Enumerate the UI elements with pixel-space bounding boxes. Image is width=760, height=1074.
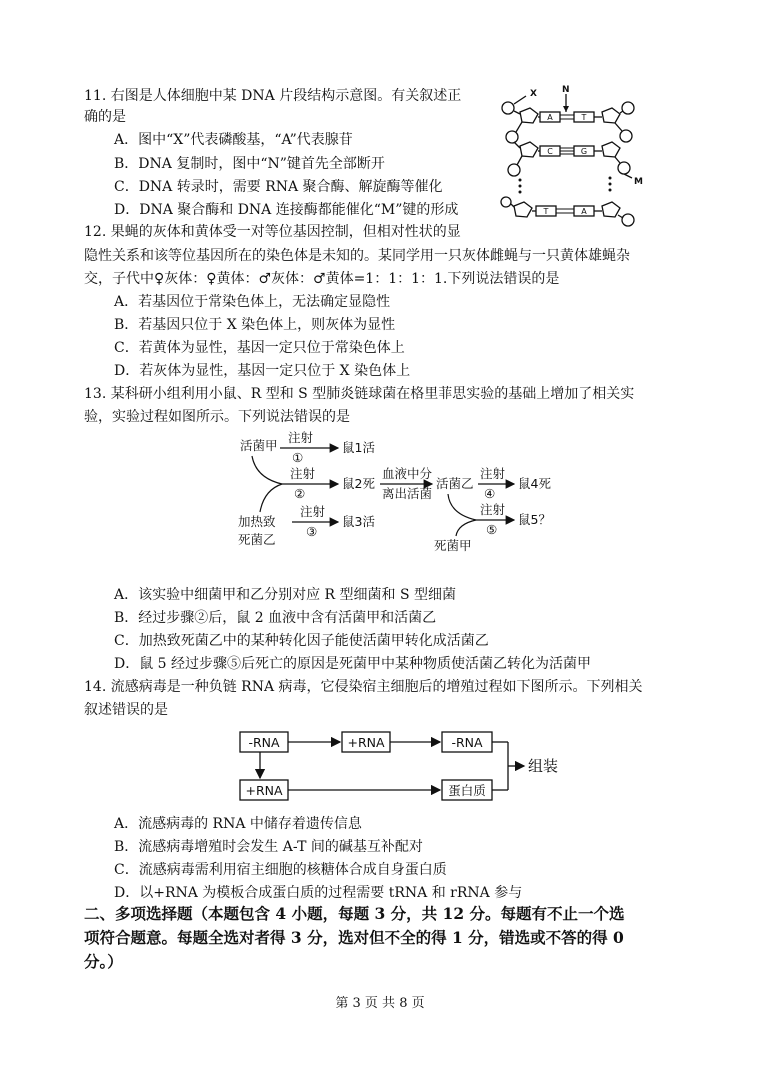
q12-stem-line3: 交，子代中♀灰体：♀黄体：♂灰体：♂黄体=1：1：1：1.下列说法错误的是 — [84, 271, 560, 287]
q14-stem-line1: 14. 流感病毒是一种负链 RNA 病毒，它侵染宿主细胞后的增殖过程如下图所示。下列相关 — [84, 679, 643, 695]
mouse-4: 鼠4死 — [518, 476, 551, 491]
dead-bacteria-a: 死菌甲 — [434, 538, 472, 553]
virus-replication-diagram — [234, 726, 574, 812]
q13-option-c: C．加热致死菌乙中的某种转化因子能使活菌甲转化成活菌乙 — [114, 633, 489, 649]
separate-line-2: 离出活菌 — [382, 486, 433, 501]
q12-option-d: D．若灰体为显性，基因一定只位于 X 染色体上 — [114, 363, 411, 379]
heat-killed-line-2: 死菌乙 — [238, 532, 276, 547]
inject-label-1: 注射 — [288, 430, 314, 445]
dna-base-a2: A — [581, 207, 587, 216]
mouse-3: 鼠3活 — [342, 514, 375, 529]
neg-rna-box-1: -RNA — [248, 735, 280, 750]
q12-stem-line1: 12. 果蝇的灰体和黄体受一对等位基因控制，但相对性状的显 — [84, 224, 461, 240]
mouse-2: 鼠2死 — [342, 476, 375, 491]
mouse-5: 鼠5？ — [518, 512, 551, 527]
q11-stem-line1: 11. 右图是人体细胞中某 DNA 片段结构示意图。有关叙述正 — [84, 88, 462, 104]
q13-stem-line1: 13. 某科研小组利用小鼠、R 型和 S 型肺炎链球菌在格里菲思实验的基础上增加了相关实 — [84, 386, 635, 402]
inject-label-3: 注射 — [300, 504, 326, 519]
step-2: ② — [294, 486, 306, 501]
dna-structure-figure — [498, 82, 658, 232]
dna-label-x: X — [530, 89, 537, 99]
dna-base-g: G — [580, 147, 588, 156]
dna-label-n: N — [562, 85, 570, 95]
q11-option-d: D．DNA 聚合酶和 DNA 连接酶都能催化“M”键的形成 — [114, 202, 459, 218]
q11-stem-line2: 确的是 — [84, 109, 126, 125]
dna-base-c: C — [547, 147, 553, 156]
q12-option-b: B．若基因只位于 X 染色体上，则灰体为显性 — [114, 317, 396, 333]
step-5: ⑤ — [486, 522, 498, 537]
protein-box: 蛋白质 — [448, 783, 486, 798]
q14-option-d: D．以+RNA 为模板合成蛋白质的过程需要 tRNA 和 rRNA 参与 — [114, 885, 523, 901]
q12-option-a: A．若基因位于常染色体上，无法确定显隐性 — [114, 294, 391, 310]
q13-option-d: D．鼠 5 经过步骤⑤后死亡的原因是死菌甲中某种物质使活菌乙转化为活菌甲 — [114, 656, 592, 672]
step-4: ④ — [484, 486, 496, 501]
q14-option-c: C．流感病毒需利用宿主细胞的核糖体合成自身蛋白质 — [114, 862, 447, 878]
q14-stem-line2: 叙述错误的是 — [84, 702, 168, 718]
live-bacteria-a: 活菌甲 — [240, 438, 278, 453]
step-1: ① — [292, 450, 304, 465]
q11-option-a: A．图中“X”代表磷酸基，“A”代表腺苷 — [114, 132, 353, 148]
q12-stem-line2: 隐性关系和该等位基因所在的染色体是未知的。某同学用一只灰体雌蝇与一只黄体雄蝇杂 — [84, 248, 630, 264]
q12-option-c: C．若黄体为显性，基因一定只位于常染色体上 — [114, 340, 405, 356]
q11-option-b: B．DNA 复制时，图中“N”键首先全部断开 — [114, 156, 385, 172]
q13-option-b: B．经过步骤②后，鼠 2 血液中含有活菌甲和活菌乙 — [114, 610, 437, 626]
pos-rna-box-2: +RNA — [245, 783, 283, 798]
inject-label-5: 注射 — [480, 502, 506, 517]
section2-heading-line3: 分。） — [84, 952, 123, 971]
q11-option-c: C．DNA 转录时，需要 RNA 聚合酶、解旋酶等催化 — [114, 179, 443, 195]
griffith-experiment-diagram — [230, 428, 570, 558]
step-3: ③ — [306, 524, 318, 539]
live-bacteria-b: 活菌乙 — [436, 476, 474, 491]
page-footer: 第 3 页 共 8 页 — [335, 996, 425, 1011]
section2-heading-line1: 二、多项选择题（本题包含 4 小题，每题 3 分，共 12 分。每题有不止一个选 — [84, 904, 625, 923]
dna-base-a: A — [547, 113, 553, 122]
pos-rna-box-1: +RNA — [347, 735, 385, 750]
inject-label-4: 注射 — [480, 466, 506, 481]
heat-killed-line-1: 加热致 — [238, 514, 276, 529]
assemble-label: 组装 — [528, 757, 559, 775]
dna-base-t: T — [581, 113, 587, 122]
q14-option-a: A．流感病毒的 RNA 中储存着遗传信息 — [114, 816, 362, 832]
q13-option-a: A．该实验中细菌甲和乙分别对应 R 型细菌和 S 型细菌 — [114, 587, 457, 603]
separate-line-1: 血液中分 — [382, 466, 433, 481]
dna-label-m: M — [634, 177, 643, 187]
mouse-1: 鼠1活 — [342, 440, 375, 455]
q14-option-b: B．流感病毒增殖时会发生 A-T 间的碱基互补配对 — [114, 839, 423, 855]
q13-stem-line2: 验，实验过程如图所示。下列说法错误的是 — [84, 409, 350, 425]
dna-base-t2: T — [543, 207, 549, 216]
inject-label-2: 注射 — [290, 466, 316, 481]
section2-heading-line2: 项符合题意。每题全选对者得 3 分，选对但不全的得 1 分，错选或不答的得 0 — [84, 928, 624, 947]
neg-rna-box-2: -RNA — [451, 735, 483, 750]
